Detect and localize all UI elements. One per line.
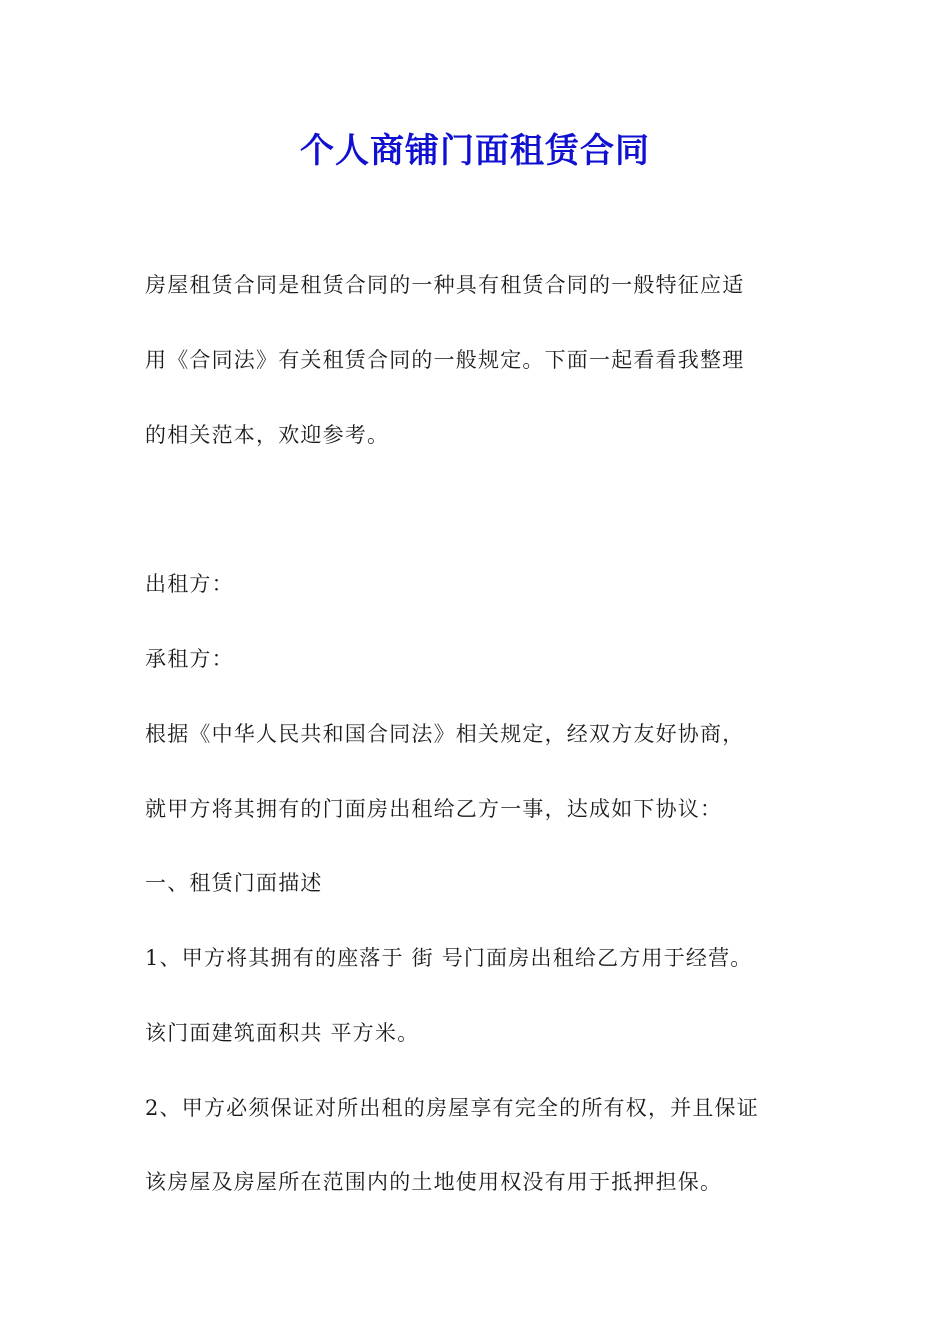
clause-2-line-2: 该房屋及房屋所在范围内的土地使用权没有用于抵押担保。 [145,1170,723,1194]
clause-2-line-1: 2、甲方必须保证对所出租的房屋享有完全的所有权，并且保证 [145,1096,759,1120]
clause-1-line-2: 该门面建筑面积共 平方米。 [145,1021,420,1045]
lessor-label: 出租方： [145,572,234,596]
intro-line-2: 用《合同法》有关租赁合同的一般规定。下面一起看看我整理 [145,348,745,372]
lessee-label: 承租方： [145,647,234,671]
document-title: 个人商铺门面租赁合同 [300,131,650,171]
intro-line-3: 的相关范本，欢迎参考。 [145,423,390,447]
preamble-line-2: 就甲方将其拥有的门面房出租给乙方一事，达成如下协议： [145,797,723,821]
intro-line-1: 房屋租赁合同是租赁合同的一种具有租赁合同的一般特征应适 [145,273,745,297]
preamble-line-1: 根据《中华人民共和国合同法》相关规定，经双方友好协商， [145,722,745,746]
clause-1-line-1: 1、甲方将其拥有的座落于 街 号门面房出租给乙方用于经营。 [145,946,753,970]
section-1-heading: 一、租赁门面描述 [145,871,323,895]
